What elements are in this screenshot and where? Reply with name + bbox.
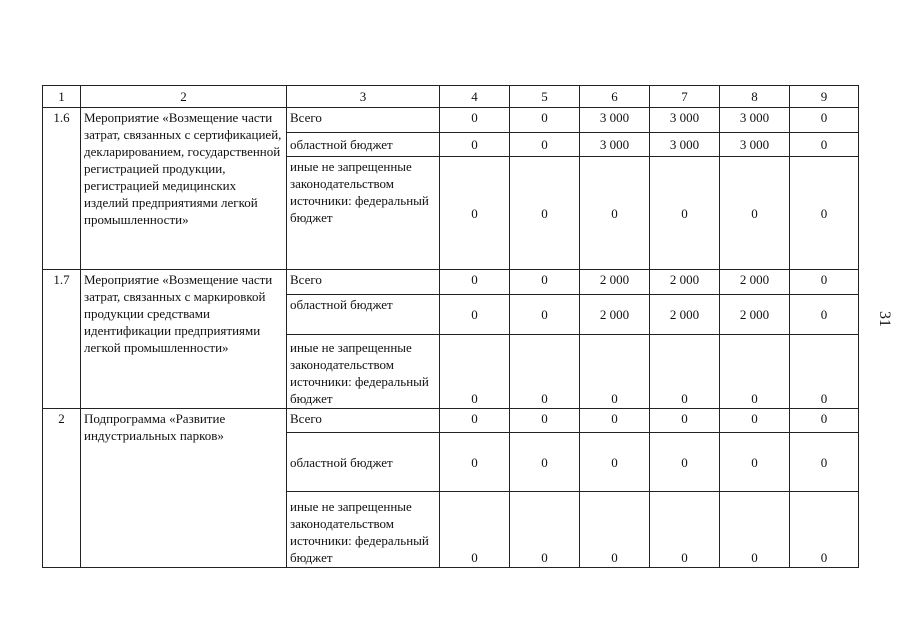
value-cell: 0 (510, 295, 580, 335)
value-cell: 0 (580, 492, 650, 568)
value-cell: 0 (580, 409, 650, 433)
financing-table (42, 85, 859, 568)
value-cell: 0 (790, 270, 859, 295)
page-number: 31 (876, 311, 893, 327)
header-cell: 5 (510, 86, 580, 108)
value-cell: 2 000 (720, 270, 790, 295)
value-cell: 3 000 (580, 133, 650, 157)
value-cell: 0 (580, 157, 650, 270)
row-number: 2 (43, 409, 81, 568)
funding-source: областной бюджет (287, 433, 440, 492)
value-cell: 0 (440, 335, 510, 409)
funding-source: Всего (287, 270, 440, 295)
funding-source: областной бюджет (287, 133, 440, 157)
header-cell: 4 (440, 86, 510, 108)
value-cell: 0 (650, 157, 720, 270)
measure-name: Мероприятие «Возмещение части затрат, связанных с сертификацией, декларированием, государственной регистрацией продукции, регистрацией медицинских изделий предприятиями легкой промышленности» (81, 108, 287, 270)
value-cell: 0 (440, 409, 510, 433)
header-cell: 9 (790, 86, 859, 108)
value-cell: 3 000 (720, 133, 790, 157)
value-cell: 2 000 (650, 270, 720, 295)
table-row (43, 108, 859, 133)
value-cell: 0 (580, 433, 650, 492)
value-cell: 3 000 (650, 108, 720, 133)
row-number: 1.6 (43, 108, 81, 270)
funding-source: иные не запрещенные законодательством источники: федеральный бюджет (287, 157, 440, 270)
row-number: 1.7 (43, 270, 81, 409)
value-cell: 0 (440, 492, 510, 568)
header-cell: 7 (650, 86, 720, 108)
value-cell: 0 (720, 157, 790, 270)
value-cell: 0 (580, 335, 650, 409)
header-cell: 1 (43, 86, 81, 108)
header-cell: 3 (287, 86, 440, 108)
value-cell: 0 (440, 157, 510, 270)
value-cell: 0 (720, 335, 790, 409)
header-cell: 8 (720, 86, 790, 108)
value-cell: 2 000 (580, 270, 650, 295)
value-cell: 0 (790, 433, 859, 492)
table-row (43, 270, 859, 295)
value-cell: 0 (790, 295, 859, 335)
value-cell: 0 (720, 409, 790, 433)
value-cell: 0 (650, 335, 720, 409)
value-cell: 0 (440, 295, 510, 335)
value-cell: 0 (790, 492, 859, 568)
value-cell: 3 000 (720, 108, 790, 133)
header-row (43, 86, 859, 108)
value-cell: 2 000 (650, 295, 720, 335)
funding-source: областной бюджет (287, 295, 440, 335)
value-cell: 0 (650, 492, 720, 568)
value-cell: 0 (510, 335, 580, 409)
value-cell: 0 (440, 108, 510, 133)
value-cell: 2 000 (580, 295, 650, 335)
measure-name: Мероприятие «Возмещение части затрат, связанных с маркировкой продукции средствами идентификации предприятиями легкой промышленности» (81, 270, 287, 409)
value-cell: 0 (510, 492, 580, 568)
value-cell: 3 000 (580, 108, 650, 133)
value-cell: 0 (790, 409, 859, 433)
value-cell: 0 (790, 157, 859, 270)
value-cell: 0 (510, 409, 580, 433)
value-cell: 0 (440, 270, 510, 295)
measure-name: Подпрограмма «Развитие индустриальных парков» (81, 409, 287, 568)
value-cell: 3 000 (650, 133, 720, 157)
value-cell: 0 (510, 108, 580, 133)
value-cell: 0 (510, 433, 580, 492)
funding-source: Всего (287, 108, 440, 133)
funding-source: Всего (287, 409, 440, 433)
value-cell: 2 000 (720, 295, 790, 335)
value-cell: 0 (790, 335, 859, 409)
header-cell: 6 (580, 86, 650, 108)
value-cell: 0 (510, 270, 580, 295)
table-row (43, 409, 859, 433)
funding-source: иные не запрещенные законодательством источники: федеральный бюджет (287, 335, 440, 409)
value-cell: 0 (510, 157, 580, 270)
value-cell: 0 (790, 108, 859, 133)
value-cell: 0 (720, 492, 790, 568)
value-cell: 0 (650, 433, 720, 492)
value-cell: 0 (650, 409, 720, 433)
header-cell: 2 (81, 86, 287, 108)
value-cell: 0 (440, 433, 510, 492)
value-cell: 0 (440, 133, 510, 157)
funding-source: иные не запрещенные законодательством источники: федеральный бюджет (287, 492, 440, 568)
value-cell: 0 (720, 433, 790, 492)
value-cell: 0 (790, 133, 859, 157)
value-cell: 0 (510, 133, 580, 157)
